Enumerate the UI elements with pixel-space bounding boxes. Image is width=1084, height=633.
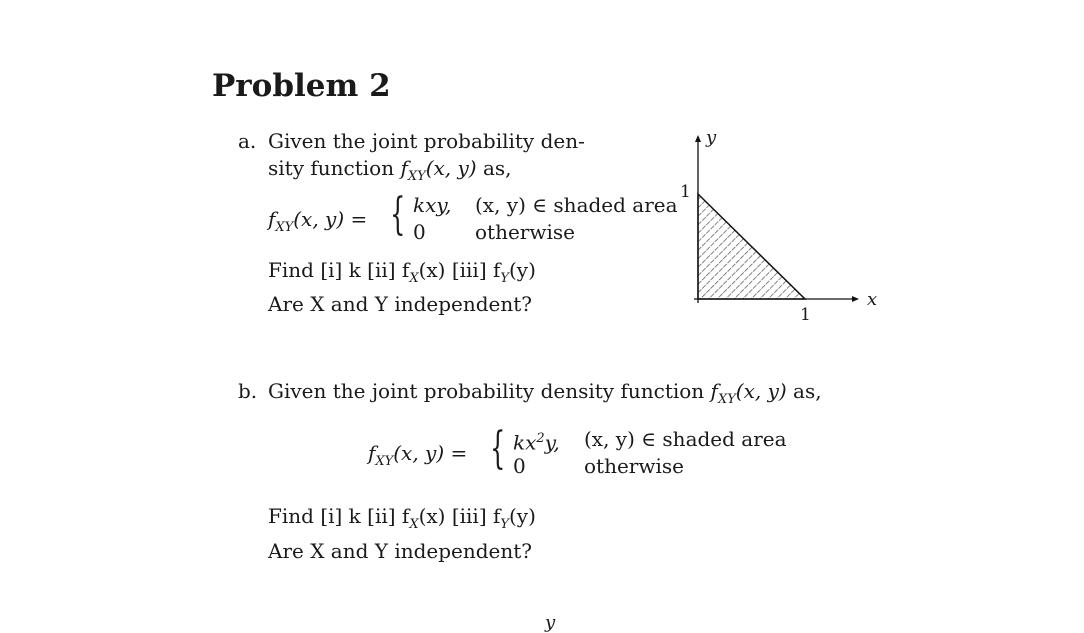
part-b-fsub: XY	[717, 392, 736, 407]
part-a-fname: f	[400, 156, 408, 180]
part-b-fname: f	[710, 379, 718, 403]
shaded-area	[698, 194, 805, 299]
part-b-find-fx-arg: (x) [iii] f	[418, 504, 501, 528]
figure-a-x-tick: 1	[800, 305, 811, 325]
part-b-case2-expr: 0	[513, 454, 526, 478]
part-a-eq-fname: f	[268, 207, 276, 231]
part-b-find-fy-arg: (y)	[508, 504, 536, 528]
figure-a-shaded-triangle	[670, 125, 890, 330]
part-a-line2-suffix: as,	[476, 156, 512, 180]
part-a-equals: =	[350, 207, 368, 231]
part-a-eq-fsub: XY	[275, 220, 294, 235]
part-b-marker: b.	[238, 379, 258, 403]
part-b-line1-prefix: Given the joint probability density function	[268, 379, 711, 403]
part-b-line1	[268, 379, 822, 412]
part-a-find-fy-sub: Y	[500, 271, 509, 286]
part-b-find-fy-sub: Y	[500, 517, 509, 532]
part-b-case1-expr-b: y,	[544, 430, 560, 455]
figure-a-y-tick: 1	[680, 182, 691, 202]
part-a-line2-prefix: sity function	[268, 156, 401, 180]
part-a-find-fy-arg: (y)	[508, 258, 536, 282]
problem-title: Problem 2	[212, 68, 391, 104]
part-b-case1-expr-a: kx	[513, 430, 537, 455]
part-a-marker: a.	[238, 129, 257, 153]
part-a-find-line	[268, 258, 536, 291]
part-a-eq-fargs: (x, y)	[293, 207, 345, 231]
part-a-find-fx-arg: (x) [iii] f	[418, 258, 501, 282]
part-b-eq-lhs	[368, 441, 467, 474]
y-axis-arrow	[695, 135, 701, 142]
part-a-question: Are X and Y independent?	[268, 292, 533, 316]
part-a-find-fx-sub: X	[409, 271, 419, 286]
figure-a-y-label: y	[706, 127, 717, 148]
part-b-brace: {	[490, 423, 506, 474]
part-b-case1-cond: (x, y) ∈ shaded area	[584, 427, 787, 451]
part-a-fsub: XY	[407, 169, 426, 184]
part-b-case1-expr	[513, 427, 560, 455]
part-a-case1-expr: kxy,	[413, 193, 452, 217]
part-b-find-fx-sub: X	[409, 517, 419, 532]
part-a-case2-cond: otherwise	[475, 220, 575, 244]
part-b-case2-cond: otherwise	[584, 454, 684, 478]
part-b-case1-expr-sup: 2	[536, 431, 545, 446]
part-b-equals: =	[450, 441, 468, 465]
part-a-case2-expr: 0	[413, 220, 426, 244]
part-b-eq-fsub: XY	[375, 454, 394, 469]
part-a-line2	[268, 156, 512, 189]
figure-b-y-label: y	[545, 612, 556, 633]
part-a-brace: {	[390, 189, 406, 240]
part-a-fargs: (x, y)	[425, 156, 477, 180]
part-a-eq-lhs	[268, 207, 367, 240]
part-b-eq-fname: f	[368, 441, 376, 465]
part-b-find-line	[268, 504, 536, 537]
part-b-line1-suffix: as,	[786, 379, 822, 403]
x-axis-arrow	[852, 296, 859, 302]
part-a-case1-cond: (x, y) ∈ shaded area	[475, 193, 678, 217]
part-a-find-text: Find [i] k [ii] f	[268, 258, 410, 282]
part-b-question: Are X and Y independent?	[268, 539, 533, 563]
part-b-fargs: (x, y)	[735, 379, 787, 403]
part-a-line1: Given the joint probability den-	[268, 129, 585, 153]
figure-a-x-label: x	[867, 289, 878, 310]
part-b-find-text: Find [i] k [ii] f	[268, 504, 410, 528]
part-b-eq-fargs: (x, y)	[393, 441, 445, 465]
